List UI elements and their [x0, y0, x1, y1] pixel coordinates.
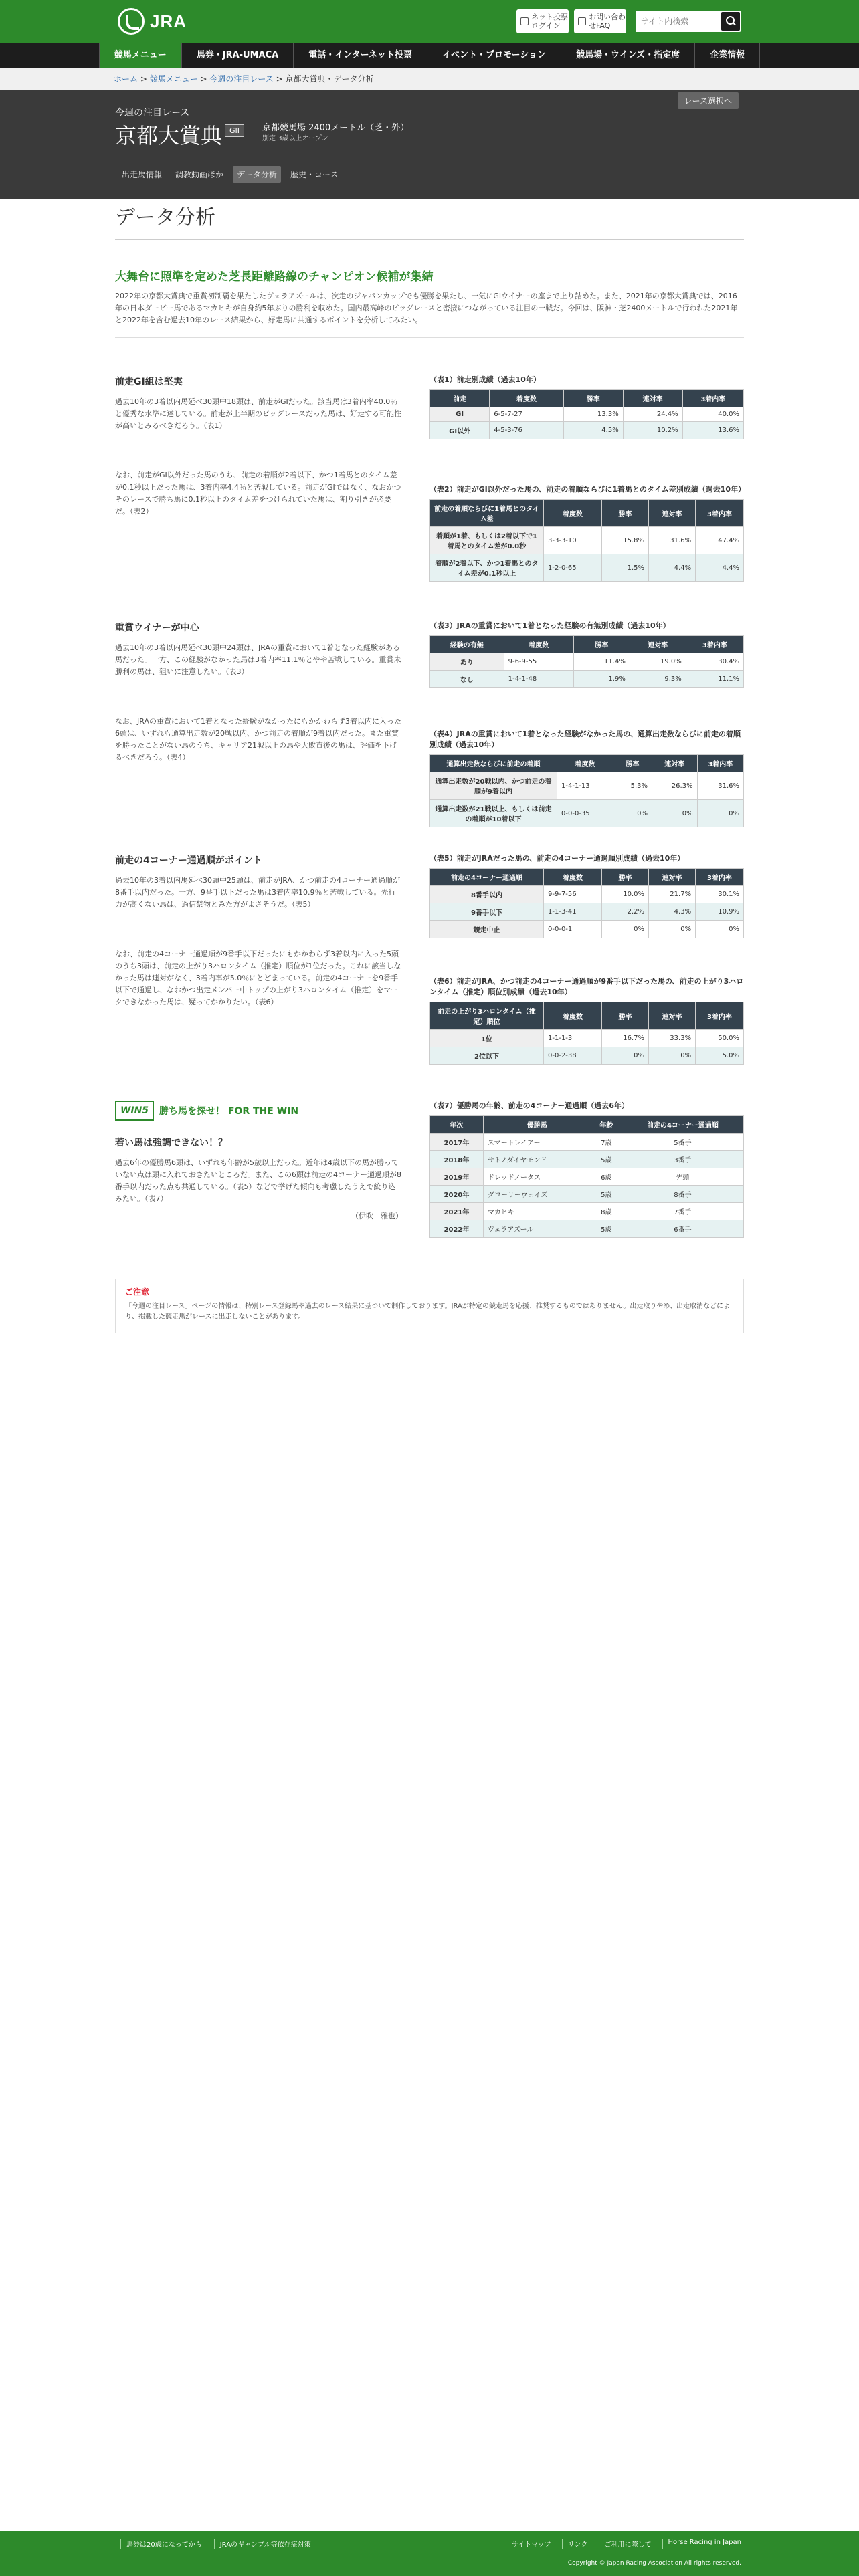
race-hero: [0, 90, 859, 199]
win5-section: WIN5 勝ち馬を探せ！ FOR THE WIN 若い馬は強調できない！？ 過去6年の優勝馬6頭は、いずれも年齢が5歳以上だった。近年は4歳以下の馬が勝っていない点は頭に入れておきたいところだ。また、この6頭は前走の4コーナー通過順が8番手以内だった点も共通している。（表5）などで挙げた傾向も考慮したうえで絞り込みたい。（表7） （伊吹 雅也）: [115, 1101, 403, 1221]
table-row: 2021年 マカヒキ 8歳 7番手: [430, 1203, 744, 1220]
table-row: 着順が2着以下、かつ1着馬とのタイム差が0.1秒以上 1-2-0-65 1.5% 4.4% 4.4%: [430, 554, 744, 582]
footer-link-gambling[interactable]: JRAのギャンブル等依存症対策: [214, 2539, 311, 2549]
global-nav: [0, 43, 859, 68]
author: （伊吹 雅也）: [351, 1212, 403, 1220]
notice-box: ご注意 「今週の注目レース」ページの情報は、特別レース登録馬や過去のレース結果に基づいて制作しております。JRAが特定の競走馬を応援、推奨するものではありません。出走取りやめ、出走取消などにより、掲載した競走馬がレースに出走しないことがあります。: [115, 1279, 744, 1333]
table-2: （表2）前走がGⅠ以外だった馬の、前走の着順ならびに1着馬とのタイム差別成績（過去10年） 前走の着順ならびに1着馬とのタイム差 着度数 勝率 連対率 3着内率 着順が1着、もしくは2着以下で1着馬とのタイム差が0.0秒 3-3-3-10 15.8% 31.6% 47.4% 着順が2着以下、かつ1着馬とのタイム差が0.1秒以上 1-2-0-65 1.5% 4.4% 4.4%: [430, 484, 744, 582]
section-1: 前走GⅠ組は堅実 過去10年の3着以内馬延べ30頭中18頭は、前走がGⅠだった。該当馬は3着内率40.0％と優秀な水準に達している。前走が上半期のビッグレースだった馬は、好走する可能性が高いとみるべきだろう。（表1） なお、前走がGⅠ以外だった馬のうち、前走の着順が2着以下、かつ1着馬とのタイム差が0.1秒以上だった馬は、3着内率4.4％と苦戦している。前走がGⅠではなく、なおかつそのレースで勝ち馬に0.1秒以上のタイム差をつけられていた馬は、割り引きが必要だ。（表2）: [115, 377, 402, 516]
grade-badge: GII: [225, 124, 244, 137]
win5-logo: WIN5: [115, 1101, 154, 1121]
breadcrumb-featured[interactable]: 今週の注目レース: [209, 74, 274, 84]
table-row: 8番手以内 9-9-7-56 10.0% 21.7% 30.1%: [430, 886, 744, 903]
gnav-event[interactable]: イベント・プロモーション: [427, 43, 561, 68]
table-row: なし 1-4-1-48 1.9% 9.3% 11.1%: [430, 671, 744, 688]
main-content: [115, 201, 746, 1321]
table-row: 9番手以下 1-1-3-41 2.2% 4.3% 10.9%: [430, 903, 744, 921]
table-row: 通算出走数が20戦以内、かつ前走の着順が9着以内 1-4-1-13 5.3% 26.3% 31.6%: [430, 772, 744, 800]
table-4: （表4）JRAの重賞において1着となった経験がなかった馬の、通算出走数ならびに前走の着順別成績（過去10年） 通算出走数ならびに前走の着順 着度数 勝率 連対率 3着内率 通算出走数が20戦以内、かつ前走の着順が9着以内 1-4-1-13 5.3% 26.3% 31.6% 通算出走数が21戦以上、もしくは前走の着順が10着以下 0-0-0-35 0% 0% 0%: [430, 729, 744, 827]
jra-logo[interactable]: JRA: [118, 8, 187, 35]
tab-training[interactable]: 調教動画ほか: [175, 170, 224, 179]
lead-title: 大舞台に照準を定めた芝長距離路線のチャンピオン候補が集結: [115, 270, 434, 284]
gnav-baken[interactable]: 馬券・JRA-UMACA: [182, 43, 294, 68]
table-row: 2020年 グローリーヴェイズ 5歳 8番手: [430, 1186, 744, 1203]
table-row: あり 9-6-9-55 11.4% 19.0% 30.4%: [430, 653, 744, 671]
table-7: （表7）優勝馬の年齢、前走の4コーナー通過順（過去6年） 年次 優勝馬 年齢 前走の4コーナー通過順 2017年 スマートレイアー 7歳 5番手 2018年 サトノダイヤモンド 5歳 3番手 2019年 ドレッドノータス 6歳 先頭 2020年 グローリーヴェイズ 5歳 8番手 2021年 マカヒキ 8歳 7番手 2022年 ヴェラアズール 5歳 6番手: [430, 1101, 744, 1238]
table-row: 2位以下 0-0-2-38 0% 0% 5.0%: [430, 1047, 744, 1065]
breadcrumb: ホーム > 競馬メニュー > 今週の注目レース > 京都大賞典・データ分析: [0, 68, 859, 90]
footer-link-english[interactable]: Horse Racing in Japan: [662, 2539, 741, 2549]
race-meta: 京都競馬場 2400メートル（芝・外） 別定 3歳以上オープン: [262, 123, 409, 142]
footer-link-terms[interactable]: ご利用に際して: [599, 2539, 652, 2549]
table-3: （表3）JRAの重賞において1着となった経験の有無別成績（過去10年） 経験の有無 着度数 勝率 連対率 3着内率 あり 9-6-9-55 11.4% 19.0% 30.4% なし 1-4-1-48 1.9% 9.3% 11.1%: [430, 621, 744, 688]
site-header: [0, 0, 859, 43]
table-5: （表5）前走がJRAだった馬の、前走の4コーナー通過順別成績（過去10年） 前走の4コーナー通過順 着度数 勝率 連対率 3着内率 8番手以内 9-9-7-56 10.0% 21.7% 30.1% 9番手以下 1-1-3-41 2.2% 4.3% 10.9% 競走中止 0-0-0-1 0% 0% 0%: [430, 853, 744, 938]
table-row: 2017年 スマートレイアー 7歳 5番手: [430, 1134, 744, 1151]
hero-subtitle: 今週の注目レース: [115, 108, 190, 118]
footer-link-sitemap[interactable]: サイトマップ: [506, 2539, 551, 2549]
tab-entries[interactable]: 出走馬情報: [122, 170, 163, 179]
search-icon[interactable]: [721, 12, 740, 31]
table-row: 通算出走数が21戦以上、もしくは前走の着順が10着以下 0-0-0-35 0% 0% 0%: [430, 800, 744, 827]
divider: [115, 337, 744, 338]
race-tabs: [118, 166, 342, 183]
breadcrumb-keiba-menu[interactable]: 競馬メニュー: [149, 74, 198, 84]
faq-icon: [578, 17, 586, 25]
tab-data[interactable]: データ分析: [233, 166, 281, 183]
section-2: 重賞ウイナーが中心 過去10年の3着以内馬延べ30頭中24頭は、JRAの重賞において1着となった経験がある馬だった。一方、この経験がなかった馬は3着内率11.1％とやや苦戦している。重賞未勝利の馬は、狙いに注意したい。（表3） なお、JRAの重賞において1着となった経験がなかったにもかかわらず3着以内に入った6頭は、いずれも通算出走数が20戦以内、かつ前走の着順が9着以内だった。また重賞を勝ったことがない馬のうち、キャリア21戦以上の馬や大敗直後の馬は、評価を下げるべきだろう。（表4）: [115, 623, 401, 762]
faq-button[interactable]: お問い合わせFAQ: [574, 9, 626, 33]
breadcrumb-home[interactable]: ホーム: [114, 74, 138, 84]
login-icon: [520, 17, 529, 25]
jra-logo-icon: [118, 8, 145, 35]
site-footer: [0, 2531, 859, 2576]
site-search: [636, 11, 741, 32]
tab-history[interactable]: 歴史・コース: [290, 170, 339, 179]
footer-link-links[interactable]: リンク: [562, 2539, 588, 2549]
copyright: Copyright © Japan Racing Association All rights reserved.: [567, 2560, 741, 2567]
footer-link-age[interactable]: 馬券は20歳になってから: [120, 2539, 202, 2549]
gnav-racecourse[interactable]: 競馬場・ウインズ・指定席: [561, 43, 695, 68]
table-row: 着順が1着、もしくは2着以下で1着馬とのタイム差が0.0秒 3-3-3-10 15.8% 31.6% 47.4%: [430, 527, 744, 554]
table-row: 競走中止 0-0-0-1 0% 0% 0%: [430, 921, 744, 938]
table-row: GⅠ以外 4-5-3-76 4.5% 10.2% 13.6%: [430, 422, 744, 439]
race-title: 京都大賞典: [115, 123, 223, 148]
table-row: 2018年 サトノダイヤモンド 5歳 3番手: [430, 1151, 744, 1168]
lead-text: 2022年の京都大賞典で重賞初制覇を果たしたヴェラアズールは、次走のジャパンカップでも優勝を果たし、一気にGⅠウイナーの座まで上り詰めた。また、2021年の京都大賞典では、2016年の日本ダービー馬であるマカヒキが自身約5年ぶりの勝利を収めた。国内最高峰のビッグレースと密接につながっている注目の一戦だ。今回は、阪神・芝2400メートルで行われた2021年と2022年を含む過去10年のレース結果から、好走馬に共通するポイントを分析してみたい。: [115, 292, 738, 324]
section-3: 前走の4コーナー通過順がポイント 過去10年の3着以内馬延べ30頭中25頭は、前走がJRA、かつ前走の4コーナー通過順が8番手以内だった。一方、9番手以下だった馬は3着内率10.9％と苦戦している。先行力が高くない馬は、過信禁物とみた方がよさそうだ。（表5） なお、前走の4コーナー通過順が9番手以下だったにもかかわらず3着以内に入った5頭のうち3頭は、前走の上がり3ハロンタイム（推定）順位が1位だった。これに該当しなかった馬は連対がなく、3着内率が5.0％にとどまっている。前走の4コーナーを9番手以下で通過し、なおかつ出走メンバー中トップの上がり3ハロンタイム（推定）をマークできなかった馬は、疑ってかかりたい。（表6）: [115, 855, 401, 1006]
table-row: 2019年 ドレッドノータス 6歳 先頭: [430, 1168, 744, 1186]
gnav-vote[interactable]: 電話・インターネット投票: [294, 43, 427, 68]
table-row: 1位 1-1-1-3 16.7% 33.3% 50.0%: [430, 1030, 744, 1047]
breadcrumb-current: 京都大賞典・データ分析: [285, 74, 374, 84]
search-input[interactable]: [636, 11, 720, 32]
table-1: （表1）前走別成績（過去10年） 前走 着度数 勝率 連対率 3着内率 GⅠ 6-5-7-27 13.3% 24.4% 40.0% GⅠ以外 4-5-3-76 4.5% 10.2% 13.6%: [430, 374, 744, 439]
table-row: GⅠ 6-5-7-27 13.3% 24.4% 40.0%: [430, 407, 744, 422]
gnav-keiba-menu[interactable]: 競馬メニュー: [99, 43, 182, 68]
race-select-button[interactable]: レース選択へ: [678, 92, 739, 109]
table-6: （表6）前走がJRA、かつ前走の4コーナー通過順が9番手以下だった馬の、前走の上がり3ハロンタイム（推定）順位別成績（過去10年） 前走の上がり3ハロンタイム（推定）順位 着度数 勝率 連対率 3着内率 1位 1-1-1-3 16.7% 33.3% 50.0% 2位以下 0-0-2-38 0% 0% 5.0%: [430, 976, 744, 1065]
gnav-corporate[interactable]: 企業情報: [695, 43, 760, 68]
net-vote-login-button[interactable]: ネット投票ログイン: [516, 9, 569, 33]
table-row: 2022年 ヴェラアズール 5歳 6番手: [430, 1220, 744, 1238]
page-title: データ分析: [115, 201, 744, 240]
